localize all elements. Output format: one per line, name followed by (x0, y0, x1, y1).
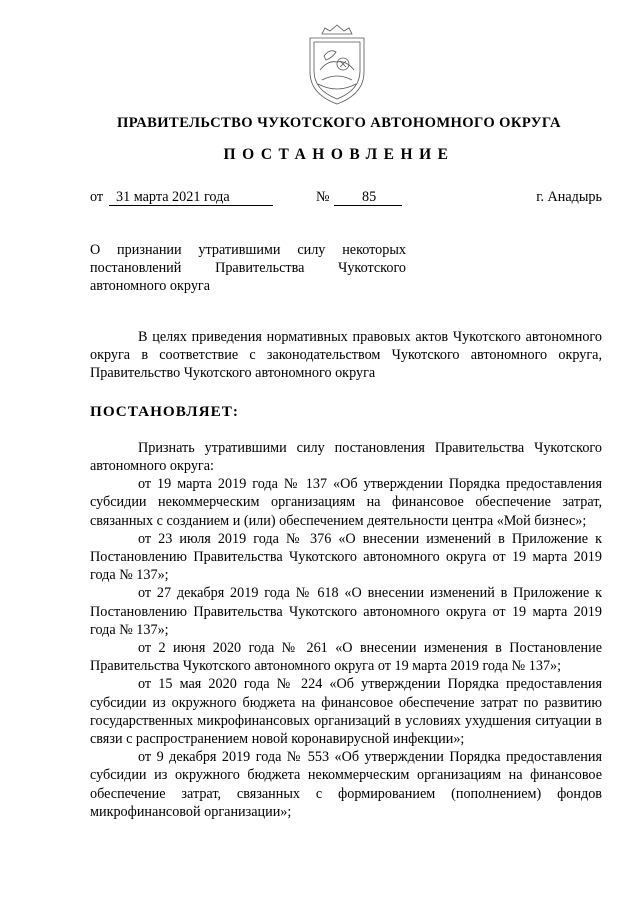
date-number-line (90, 189, 602, 209)
body-paragraph: от 19 марта 2019 года № 137 «Об утверждении Порядка предоставления субсидии некоммерческим организациям на финансовое обеспечение затрат, связанных с созданием и (или) обеспечением деятельности центра «Мой бизнес»; (90, 476, 602, 529)
coat-of-arms-emblem (302, 20, 372, 108)
body-paragraph: от 27 декабря 2019 года № 618 «О внесении изменений в Приложение к Постановлению Правительства Чукотского автономного округа от 19 марта 2019 года № 137»; (90, 585, 602, 638)
document-number: 85 (334, 189, 402, 206)
preamble-paragraph: В целях приведения нормативных правовых актов Чукотского автономного округа в соответствие с законодательством Чукотского автономного округа, Правительство Чукотского автономного округа (90, 329, 602, 382)
document-date: 31 марта 2021 года (109, 189, 273, 206)
document-subject: О признании утратившими силу некоторых постановлений Правительства Чукотского автономного округа (90, 242, 406, 294)
organization-name: ПРАВИТЕЛЬСТВО ЧУКОТСКОГО АВТОНОМНОГО ОКРУГА (117, 115, 561, 131)
body-paragraph: от 9 декабря 2019 года № 553 «Об утверждении Порядка предоставления субсидии из окружного бюджета некоммерческим организациям на финансовое обеспечение затрат, связанных с формированием (пополнением) фондов микрофинансовой организации»; (90, 749, 602, 820)
document-body (90, 328, 602, 821)
number-sign: № (316, 189, 330, 205)
body-paragraph: от 23 июля 2019 года № 376 «О внесении изменений в Приложение к Постановлению Правительства Чукотского автономного округа от 19 марта 2019 года № 137»; (90, 530, 602, 584)
document-city: г. Анадырь (536, 189, 602, 205)
resolves-heading: ПОСТАНОВЛЯЕТ: (90, 402, 239, 420)
body-paragraph: Признать утратившими силу постановления Правительства Чукотского автономного округа: (90, 439, 602, 475)
document-title: ПОСТАНОВЛЕНИЕ (223, 146, 455, 163)
body-paragraph: от 2 июня 2020 года № 261 «О внесении изменения в Постановление Правительства Чукотского автономного округа от 19 марта 2019 года № 137»; (90, 640, 602, 675)
date-from-label: от (90, 189, 104, 205)
body-paragraph: от 15 мая 2020 года № 224 «Об утверждении Порядка предоставления субсидии из окружного бюджета на финансовое обеспечение затрат по развитию государственных микрофинансовых организаций в условиях ухудшения ситуации в связи с распространением новой коронавирусной инфекции»; (90, 676, 602, 748)
